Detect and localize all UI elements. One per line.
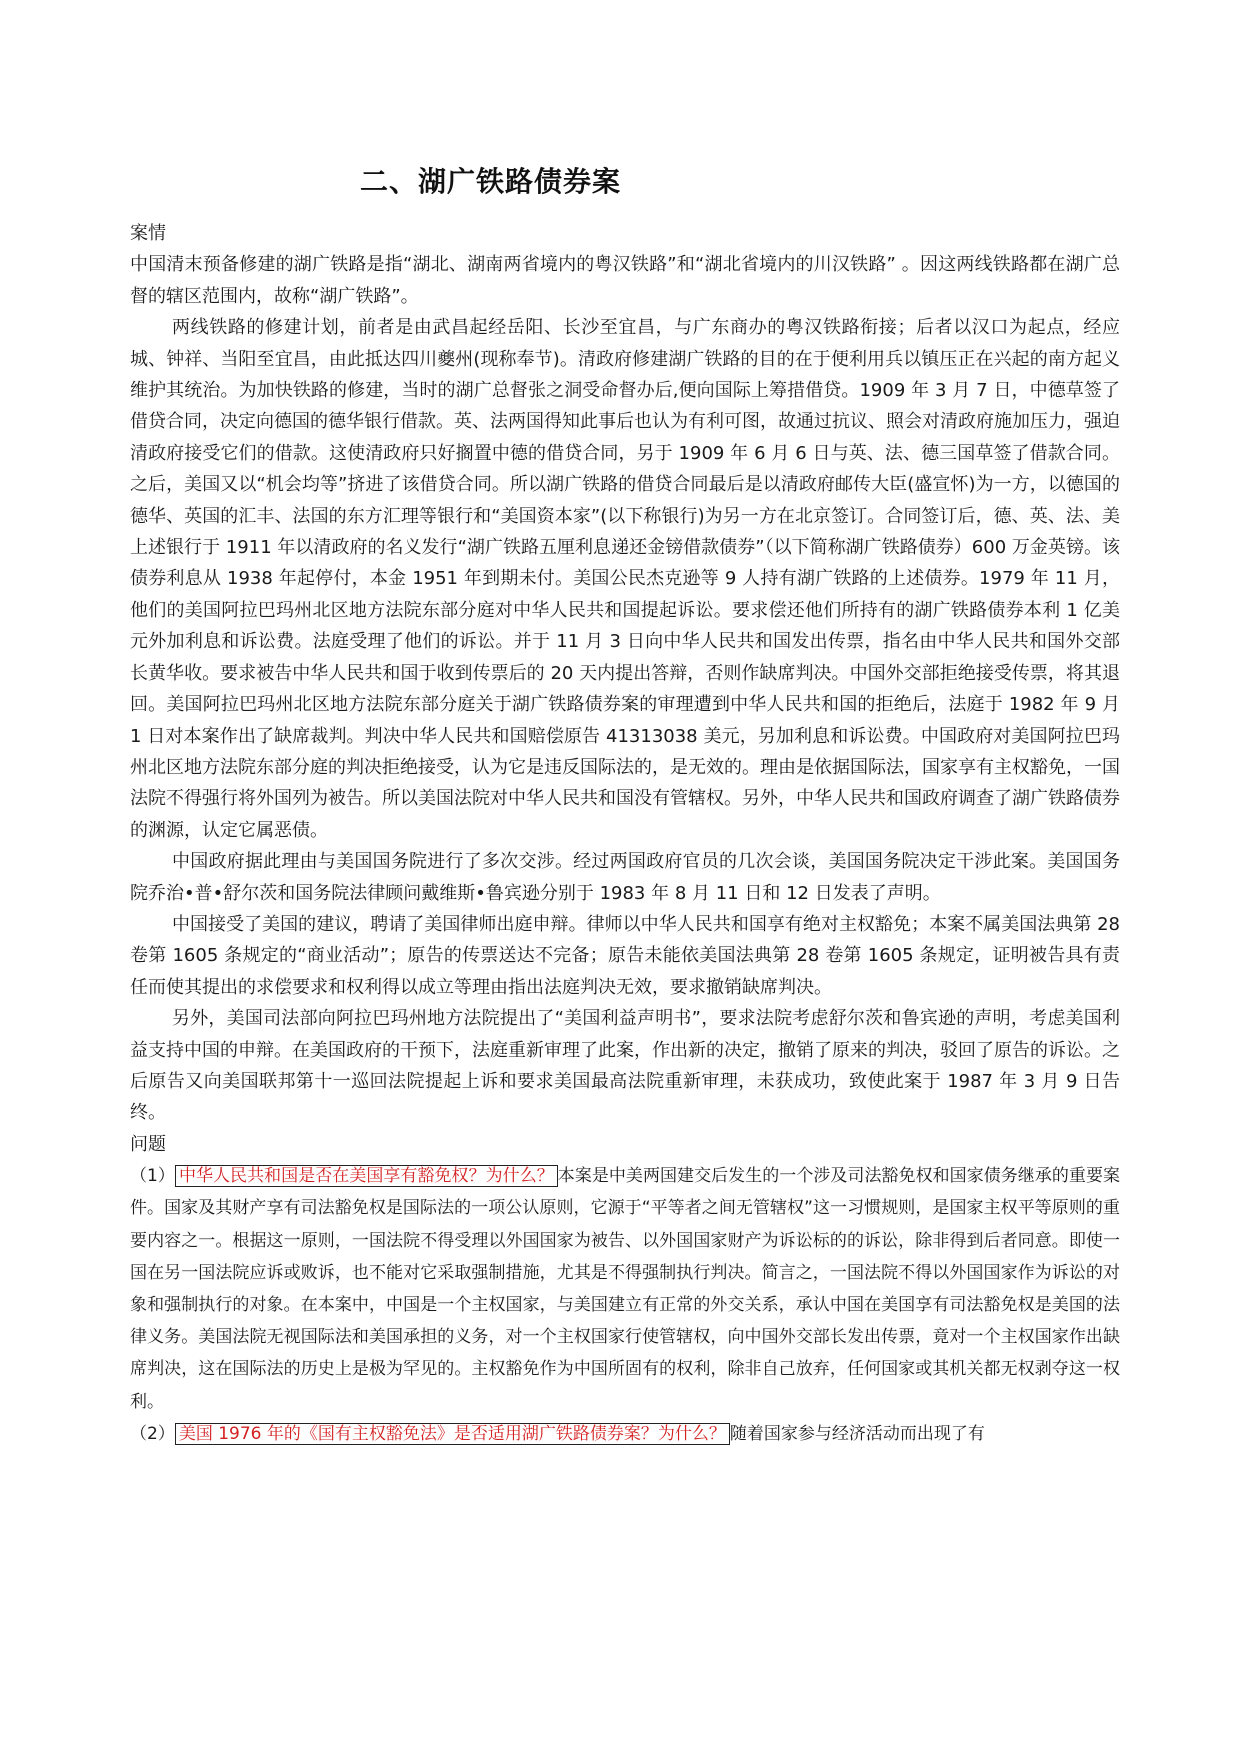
page-title: 二、湖广铁路债券案	[360, 165, 622, 198]
questions-heading: 问题	[130, 1133, 166, 1155]
question-text: 中华人民共和国是否在美国享有豁免权？为什么？	[175, 1165, 558, 1187]
case-paragraph: 中国政府据此理由与美国国务院进行了多次交涉。经过两国政府官员的几次会谈，美国国务院决定干涉此案。美国国务院乔治•普•舒尔茨和国务院法律顾问戴维斯•鲁宾逊分别于 1983 年 8 月 11 日和 12 日发表了声明。	[130, 851, 1120, 904]
question-block	[130, 1160, 1120, 1418]
question-number: （2）	[130, 1423, 175, 1444]
question-number: （1）	[130, 1166, 175, 1187]
question-answer: 随着国家参与经济活动而出现了有	[729, 1423, 985, 1444]
question-block	[130, 1418, 1120, 1450]
document-body	[130, 218, 1120, 1450]
case-paragraph: 另外，美国司法部向阿拉巴玛州地方法院提出了“美国利益声明书”，要求法院考虑舒尔茨和鲁宾逊的声明，考虑美国利益支持中国的申辩。在美国政府的干预下，法庭重新审理了此案，作出新的决定，撤销了原来的判决，驳回了原告的诉讼。之后原告又向美国联邦第十一巡回法院提起上诉和要求美国最高法院重新审理，未获成功，致使此案于 1987 年 3 月 9 日告终。	[130, 1008, 1120, 1124]
case-paragraph: 中国清末预备修建的湖广铁路是指“湖北、湖南两省境内的粤汉铁路”和“湖北省境内的川汉铁路” 。因这两线铁路都在湖广总督的辖区范围内，故称“湖广铁路”。	[130, 254, 1120, 307]
question-text: 美国 1976 年的《国有主权豁免法》是否适用湖广铁路债券案？为什么？	[175, 1423, 730, 1445]
question-answer: 本案是中美两国建交后发生的一个涉及司法豁免权和国家债务继承的重要案件。国家及其财产享有司法豁免权是国际法的一项公认原则，它源于“平等者之间无管辖权”这一习惯规则，是国家主权平等原则的重要内容之一。根据这一原则，一国法院不得受理以外国国家为被告、以外国国家财产为诉讼标的的诉讼，除非得到后者同意。即使一国在另一国法院应诉或败诉，也不能对它采取强制措施，尤其是不得强制执行判决。简言之，一国法院不得以外国国家作为诉讼的对象和强制执行的对象。在本案中，中国是一个主权国家，与美国建立有正常的外交关系，承认中国在美国享有司法豁免权是美国的法律义务。美国法院无视国际法和美国承担的义务，对一个主权国家行使管辖权，向中国外交部长发出传票，竟对一个主权国家作出缺席判决，这在国际法的历史上是极为罕见的。主权豁免作为中国所固有的权利，除非自己放弃，任何国家或其机关都无权剥夺这一权利。	[130, 1166, 1120, 1412]
case-heading: 案情	[130, 223, 166, 244]
case-paragraph: 两线铁路的修建计划，前者是由武昌起经岳阳、长沙至宜昌，与广东商办的粤汉铁路衔接；后者以汉口为起点，经应城、钟祥、当阳至宜昌，由此抵达四川夔州(现称奉节)。清政府修建湖广铁路的目的在于便利用兵以镇压正在兴起的南方起义维护其统治。为加快铁路的修建，当时的湖广总督张之洞受命督办后,便向国际上筹措借贷。1909 年 3 月 7 日，中德草签了借贷合同，决定向德国的德华银行借款。英、法两国得知此事后也认为有利可图，故通过抗议、照会对清政府施加压力，强迫清政府接受它们的借款。这使清政府只好搁置中德的借贷合同，另于 1909 年 6 月 6 日与英、法、德三国草签了借款合同。之后，美国又以“机会均等”挤进了该借贷合同。所以湖广铁路的借贷合同最后是以清政府邮传大臣(盛宣怀)为一方，以德国的德华、英国的汇丰、法国的东方汇理等银行和“美国资本家”(以下称银行)为另一方在北京签订。合同签订后，德、英、法、美上述银行于 1911 年以清政府的名义发行“湖广铁路五厘利息递还金镑借款债券”（以下简称湖广铁路债券）600 万金英镑。该债券利息从 1938 年起停付，本金 1951 年到期未付。美国公民杰克逊等 9 人持有湖广铁路的上述债券。1979 年 11 月，他们的美国阿拉巴玛州北区地方法院东部分庭对中华人民共和国提起诉讼。要求偿还他们所持有的湖广铁路债券本利 1 亿美元外加利息和诉讼费。法庭受理了他们的诉讼。并于 11 月 3 日向中华人民共和国发出传票，指名由中华人民共和国外交部长黄华收。要求被告中华人民共和国于收到传票后的 20 天内提出答辩，否则作缺席判决。中国外交部拒绝接受传票，将其退回。美国阿拉巴玛州北区地方法院东部分庭关于湖广铁路债券案的审理遭到中华人民共和国的拒绝后，法庭于 1982 年 9 月 1 日对本案作出了缺席裁判。判决中华人民共和国赔偿原告 41313038 美元，另加利息和诉讼费。中国政府对美国阿拉巴玛州北区地方法院东部分庭的判决拒绝接受，认为它是违反国际法的，是无效的。理由是依据国际法，国家享有主权豁免，一国法院不得强行将外国列为被告。所以美国法院对中华人民共和国没有管辖权。另外，中华人民共和国政府调查了湖广铁路债券的渊源，认定它属恶债。	[130, 317, 1120, 841]
case-paragraph: 中国接受了美国的建议，聘请了美国律师出庭申辩。律师以中华人民共和国享有绝对主权豁免；本案不属美国法典第 28 卷第 1605 条规定的“商业活动”；原告的传票送达不完备；原告未能依美国法典第 28 卷第 1605 条规定，证明被告具有责任而使其提出的求偿要求和权利得以成立等理由指出法庭判决无效，要求撤销缺席判决。	[130, 913, 1120, 998]
